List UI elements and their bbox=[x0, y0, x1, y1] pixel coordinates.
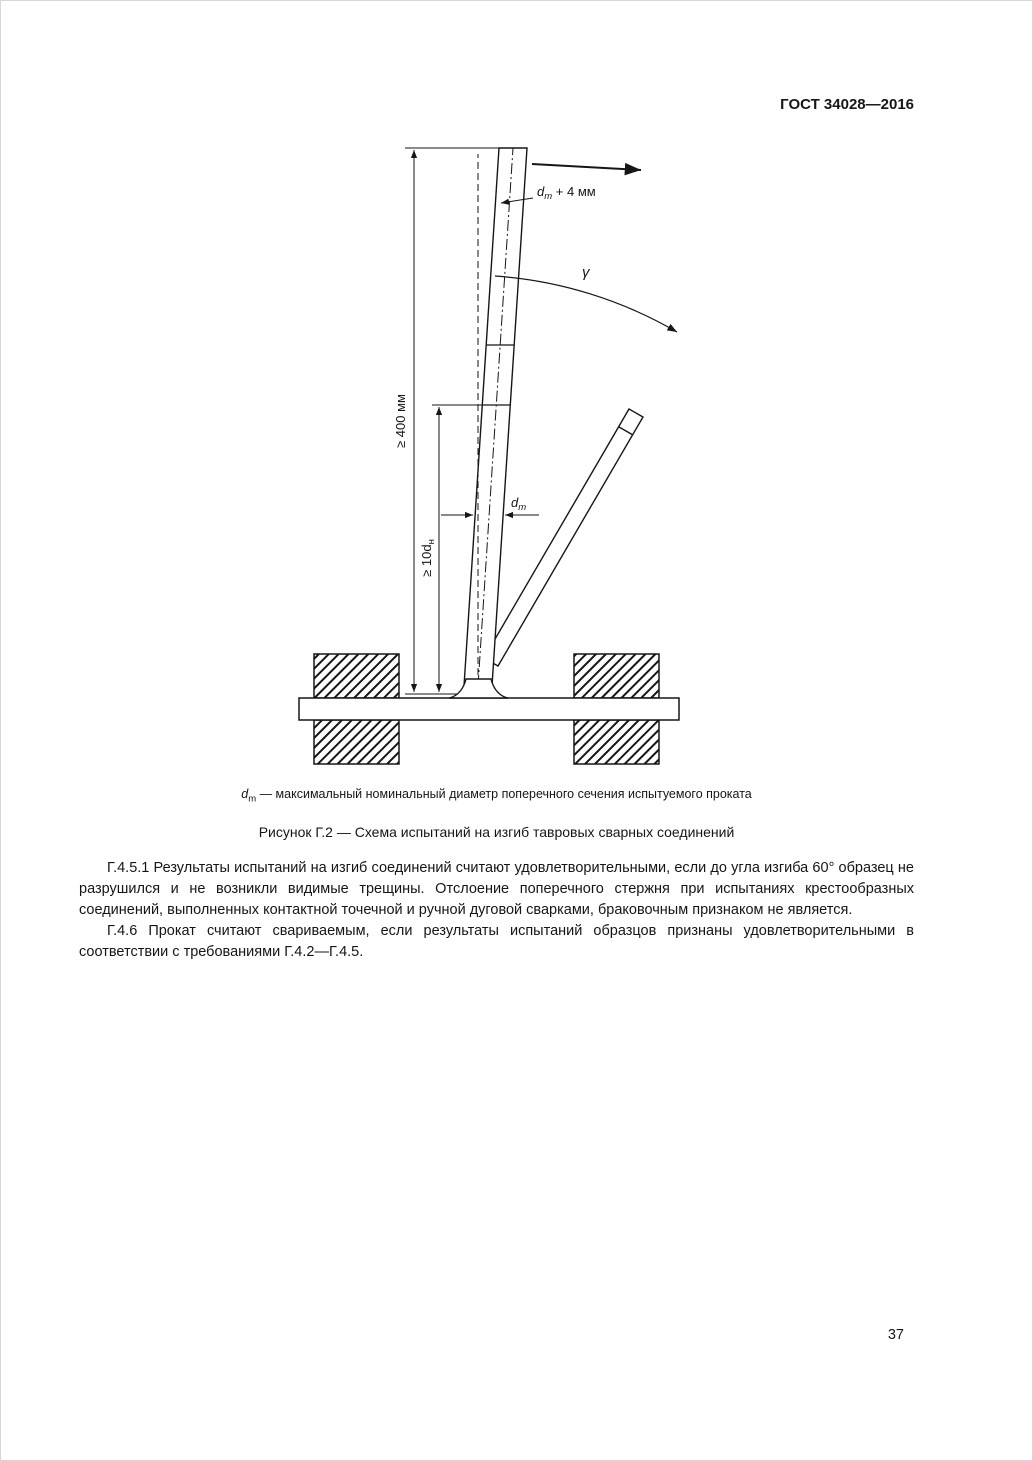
dim-400-label: ≥ 400 мм bbox=[393, 394, 408, 448]
dm-label: $d_m$ bbox=[511, 495, 527, 513]
figure-legend bbox=[79, 787, 914, 805]
figure-svg bbox=[289, 138, 709, 778]
figure-diagram bbox=[289, 138, 709, 778]
legend-text: — максимальный номинальный диаметр поперечного сечения испытуемого проката bbox=[256, 787, 752, 801]
clamp-block-top-right bbox=[574, 654, 659, 698]
weld-fillet bbox=[449, 679, 508, 698]
document-header: ГОСТ 34028—2016 bbox=[780, 96, 914, 113]
legend-symbol: d bbox=[241, 787, 249, 801]
bend-direction-arrow bbox=[532, 164, 641, 170]
legend-symbol-subscript: m bbox=[248, 793, 257, 805]
clamp-block-bottom-right bbox=[574, 720, 659, 764]
page-number: 37 bbox=[887, 1327, 904, 1343]
gamma-label: γ bbox=[582, 264, 590, 281]
clamp-block-bottom-left bbox=[314, 720, 399, 764]
figure-title: Рисунок Г.2 — Схема испытаний на изгиб тавровых сварных соединений bbox=[258, 823, 735, 840]
base-plate bbox=[299, 698, 679, 720]
dim-10d-label: ≥ $10d_н$ bbox=[419, 539, 437, 577]
paragraph-g-4-5-1: Г.4.5.1 Результаты испытаний на изгиб соединений считают удовлетворительными, если до угла изгиба 60° образец не разрушился и не возникли видимые трещины. Отслоение поперечного стержня при испытаниях крестообразных соединений, выполненных контактной точечной и ручной дуговой сварками, браковочным признаком не является. bbox=[79, 859, 914, 918]
dm-plus-4-text: $d_m + 4$ мм bbox=[537, 184, 596, 202]
bend-angle-arc bbox=[495, 264, 677, 332]
paragraph-g-4-6: Г.4.6 Прокат считают свариваемым, если результаты испытаний образцов признаны удовлетворительными в соответствии с требованиями Г.4.2—Г.4.5. bbox=[79, 922, 914, 960]
clamp-block-top-left bbox=[314, 654, 399, 698]
